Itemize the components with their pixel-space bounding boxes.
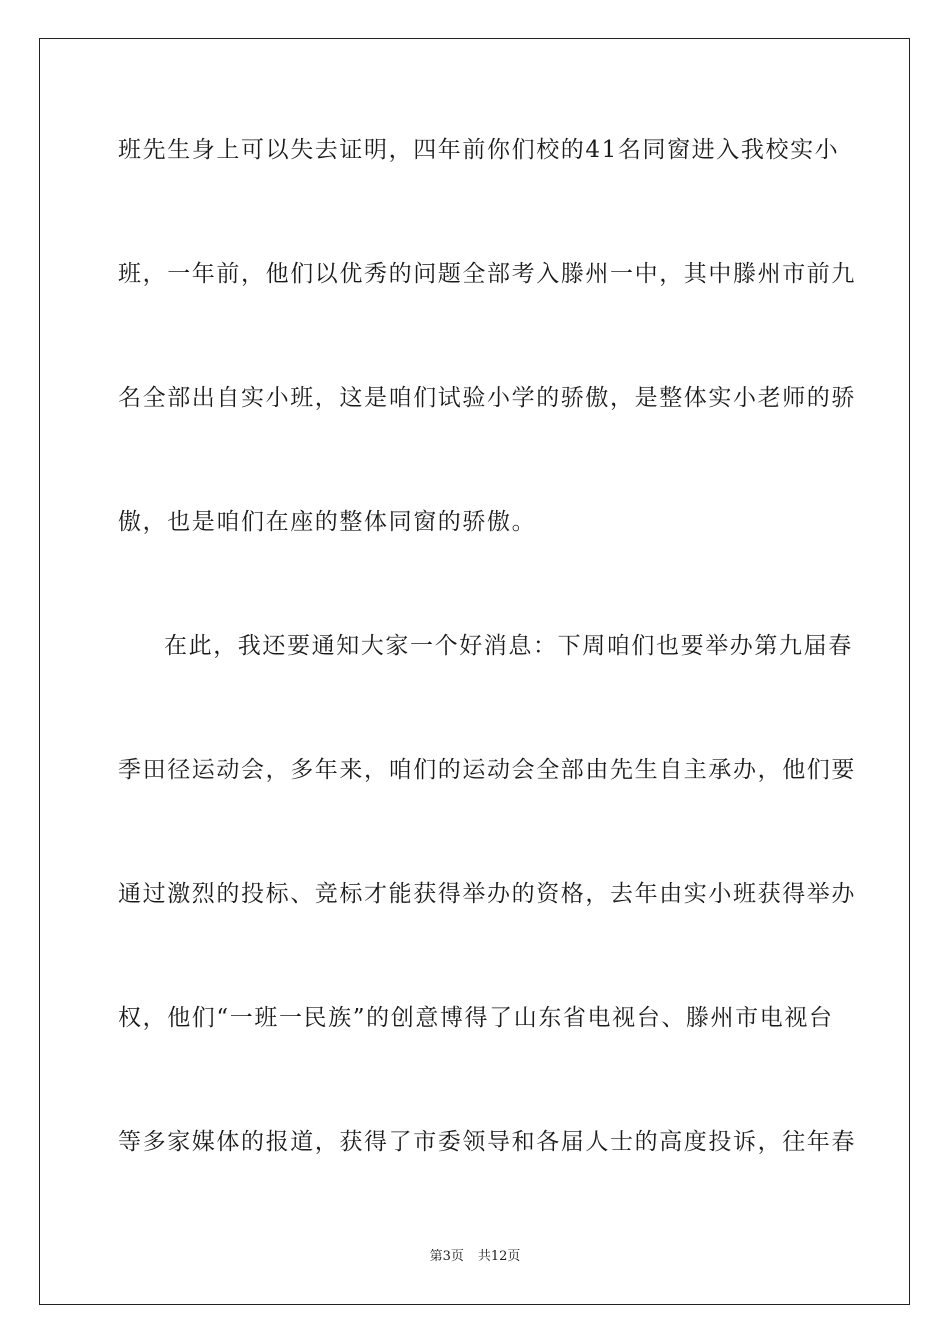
page-total: 共12页 xyxy=(477,1249,521,1264)
paragraph-line: 傲，也是咱们在座的整体同窗的骄傲。 xyxy=(118,509,537,535)
paragraph-line: 季田径运动会，多年来，咱们的运动会全部由先生自主承办，他们要 xyxy=(118,757,856,783)
paragraph-line: 班，一年前，他们以优秀的问题全部考入滕州一中，其中滕州市前九 xyxy=(118,261,856,287)
paragraph-line: 在此，我还要通知大家一个好消息：下周咱们也要举办第九届春 xyxy=(164,633,853,659)
page-number: 第3页 xyxy=(429,1249,464,1264)
page-border xyxy=(39,38,910,1305)
page-footer xyxy=(0,1248,950,1266)
paragraph-line: 权，他们“一班一民族”的创意博得了山东省电视台、滕州市电视台 xyxy=(118,1005,834,1031)
paragraph-line: 名全部出自实小班，这是咱们试验小学的骄傲，是整体实小老师的骄 xyxy=(118,385,856,411)
paragraph-line: 等多家媒体的报道，获得了市委领导和各届人士的高度投诉，往年春 xyxy=(118,1129,856,1155)
paragraph-line: 班先生身上可以失去证明，四年前你们校的41名同窗进入我校实小 xyxy=(118,137,840,163)
paragraph-line: 通过激烈的投标、竞标才能获得举办的资格，去年由实小班获得举办 xyxy=(118,881,856,907)
